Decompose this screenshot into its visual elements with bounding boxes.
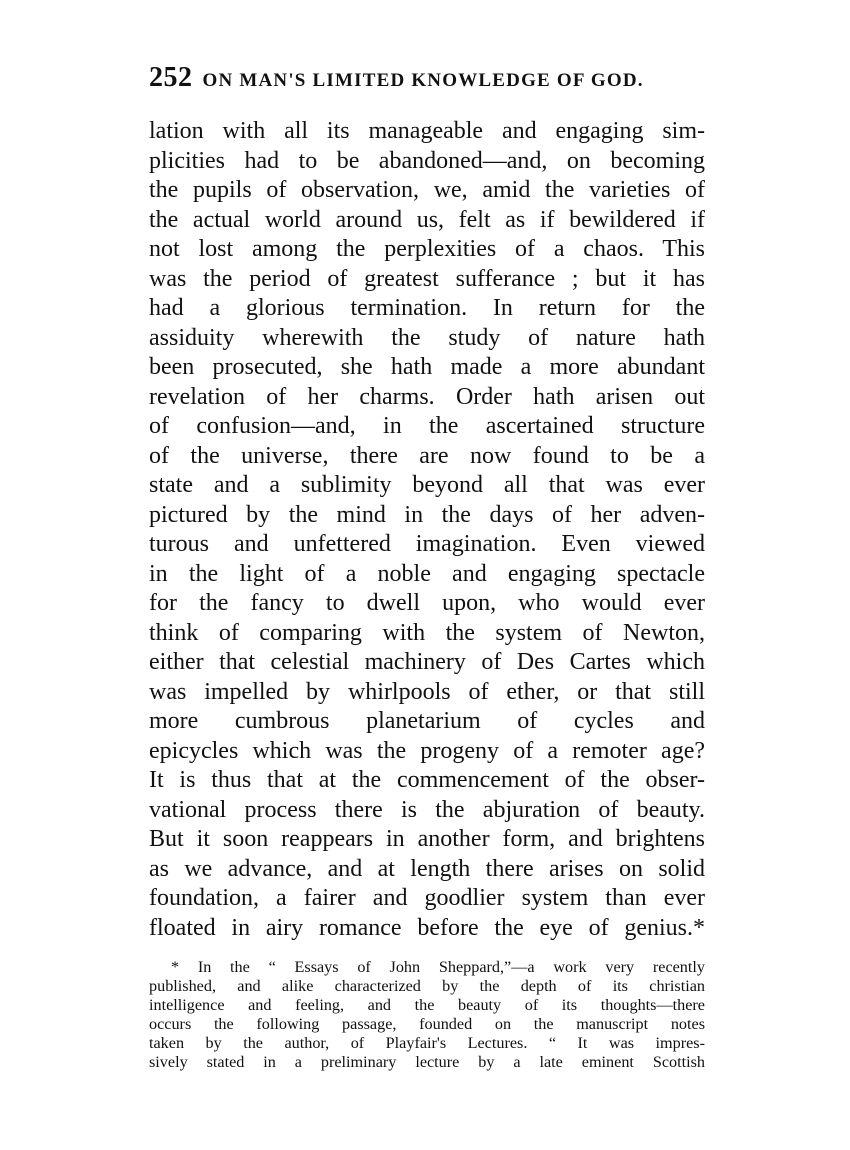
body-line: pictured by the mind in the days of her adven-: [149, 501, 705, 528]
footnote-line: * In the “ Essays of John Sheppard,”—a work very recently: [171, 958, 705, 976]
running-head: [149, 62, 709, 96]
body-line: think of comparing with the system of Newton,: [149, 619, 705, 646]
body-line: It is thus that at the commencement of the obser-: [149, 767, 705, 793]
body-line: epicycles which was the progeny of a remoter age?: [149, 737, 705, 764]
footnote-line: occurs the following passage, founded on the manuscript notes: [149, 1015, 705, 1033]
body-line: the pupils of observation, we, amid the varieties of: [149, 177, 705, 203]
body-line: of the universe, there are now found to be a: [149, 442, 705, 469]
footnote-line: intelligence and feeling, and the beauty of its thoughts—there: [149, 996, 705, 1014]
body-line: not lost among the perplexities of a chaos. This: [149, 236, 705, 262]
body-line: the actual world around us, felt as if bewildered if: [149, 206, 705, 233]
footnote-line: sively stated in a preliminary lecture by a late eminent Scottish: [149, 1053, 705, 1071]
body-line: foundation, a fairer and goodlier system than ever: [149, 885, 705, 911]
running-title: ON MAN'S LIMITED KNOWLEDGE OF GOD.: [202, 70, 644, 91]
body-line: turous and unfettered imagination. Even viewed: [149, 531, 705, 557]
body-line: in the light of a noble and engaging spectacle: [149, 560, 705, 587]
body-line: But it soon reappears in another form, and brightens: [149, 826, 705, 852]
body-line: of confusion—and, in the ascertained structure: [149, 413, 705, 439]
body-line: had a glorious termination. In return for the: [149, 295, 705, 321]
body-line: either that celestial machinery of Des Cartes which: [149, 649, 705, 675]
body-line: state and a sublimity beyond all that was ever: [149, 472, 705, 498]
body-line: more cumbrous planetarium of cycles and: [149, 708, 705, 734]
footnote-line: taken by the author, of Playfair's Lectures. “ It was impres-: [149, 1034, 705, 1052]
body-line: plicities had to be abandoned—and, on becoming: [149, 147, 705, 174]
body-line: vational process there is the abjuration of beauty.: [149, 796, 705, 823]
body-line: was impelled by whirlpools of ether, or that still: [149, 678, 705, 705]
body-text: [149, 117, 705, 943]
body-line: lation with all its manageable and engaging sim-: [149, 118, 705, 144]
body-line: for the fancy to dwell upon, who would ever: [149, 590, 705, 616]
body-line: as we advance, and at length there arises on solid: [149, 855, 705, 882]
footnote-line: published, and alike characterized by the depth of its christian: [149, 977, 705, 995]
body-line: floated in airy romance before the eye of genius.*: [149, 914, 705, 941]
body-line: been prosecuted, she hath made a more abundant: [149, 354, 705, 380]
body-line: revelation of her charms. Order hath arisen out: [149, 383, 705, 410]
footnote: [149, 958, 705, 1072]
body-line: assiduity wherewith the study of nature hath: [149, 324, 705, 351]
body-line: was the period of greatest sufferance ; but it has: [149, 265, 705, 292]
page-number: 252: [149, 62, 193, 93]
